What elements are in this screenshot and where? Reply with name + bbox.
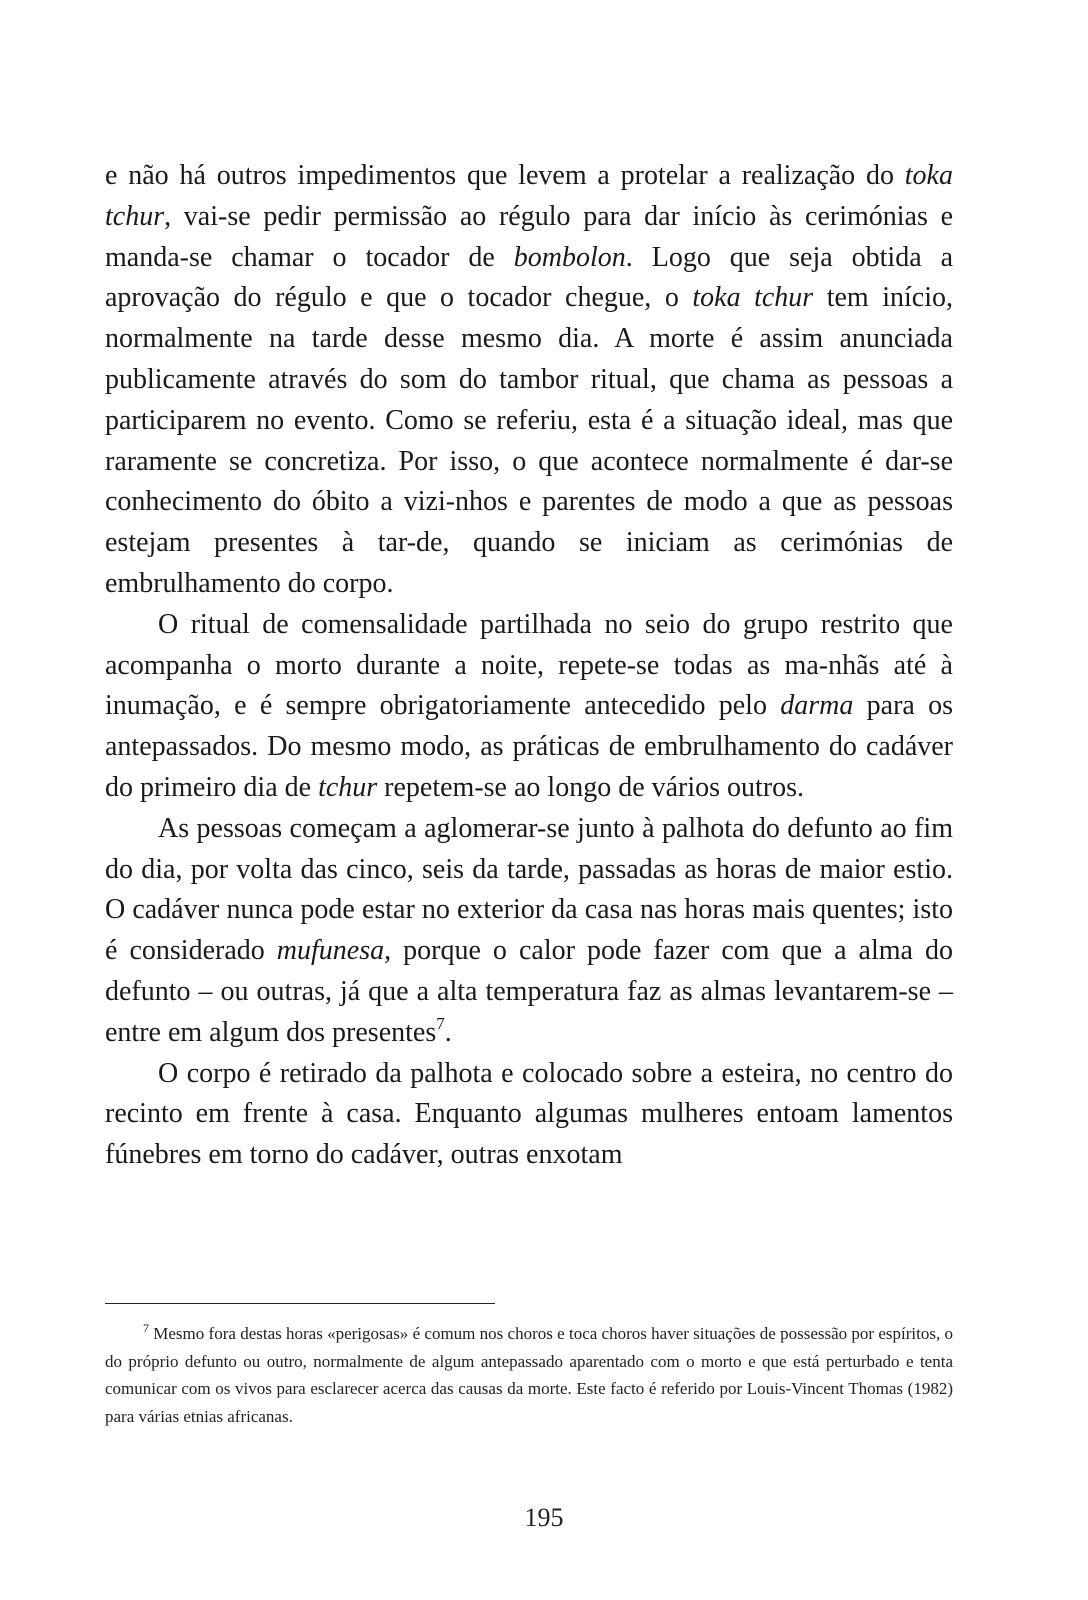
footnote-text: Mesmo fora destas horas «perigosas» é comum nos choros e toca choros haver situações de possessão por espíritos, o do próprio defunto ou outro, normalmente de algum antepassado aparentado com o morto e que está perturbado e tenta comunicar com os vivos para esclarecer acerca das causas da morte. Este facto é referido por Louis-Vincent Thomas (1982) para várias etnias africanas. [105, 1324, 953, 1426]
page-number: 195 [524, 1503, 564, 1532]
text-run: O ritual de comensalidade partilhada no seio do grupo restrito que acompanha o morto durante a noite, repete-se todas as ma-nhãs até à inumação, e é sempre obrigatoriamente antecedido pelo [105, 608, 953, 722]
paragraph-1 [105, 156, 953, 605]
text-run: tem início, normalmente na tarde desse mesmo dia. A morte é assim anunciada publicamente através do som do tambor ritual, que chama as pessoas a participarem no evento. Como se referiu, esta é a situação ideal, mas que raramente se concretiza. Por isso, o que acontece normalmente é dar-se conhecimento do óbito a vizi-nhos e parentes de modo a que as pessoas estejam presentes à tar-de, quando se iniciam as cerimónias de embrulhamento do corpo. [105, 282, 953, 599]
italic-term: tchur [318, 771, 378, 803]
italic-term: bombolon [513, 241, 626, 273]
italic-term: darma [780, 690, 854, 722]
text-run: repetem-se ao longo de vários outros. [377, 771, 805, 803]
footnote [105, 1320, 953, 1430]
text-run: O corpo é retirado da palhota e colocado sobre a esteira, no centro do recinto em frente à casa. Enquanto algumas mulheres entoam lamentos fúnebres em torno do cadáver, outras enxotam [105, 1057, 953, 1171]
footnote-divider [105, 1303, 495, 1304]
paragraph-3 [105, 809, 953, 1054]
footnote-marker: 7 [143, 1321, 149, 1335]
italic-term: toka tchur [692, 282, 814, 314]
text-run: . Logo que seja obtida a aprovação do régulo e que o tocador chegue, o [105, 241, 953, 314]
text-run: . [444, 1016, 452, 1048]
text-run: e não há outros impedimentos que levem a protelar a realização do [105, 160, 905, 191]
paragraph-2 [105, 605, 953, 809]
italic-term: mufunesa, [276, 935, 392, 967]
text-run: porque o calor pode fazer com que a alma do defunto – ou outras, já que a alta temperatura faz as almas levantarem-se – entre em algum dos presentes [105, 935, 953, 1048]
footnote-reference[interactable]: 7 [436, 1013, 445, 1033]
body-text [105, 156, 953, 1176]
italic-term: toka tchur [105, 160, 953, 232]
text-run: , vai-se pedir permissão ao régulo para dar início às cerimónias e manda-se chamar o tocador de [105, 200, 953, 273]
paragraph-4 [105, 1054, 953, 1176]
text-run: As pessoas começam a aglomerar-se junto à palhota do defunto ao fim do dia, por volta das cinco, seis da tarde, passadas as horas de maior estio. O cadáver nunca pode estar no exterior da casa nas horas mais quentes; isto é considerado [105, 812, 953, 967]
text-run: para os antepassados. Do mesmo modo, as práticas de embrulhamento do cadáver do primeiro dia de [105, 690, 953, 803]
